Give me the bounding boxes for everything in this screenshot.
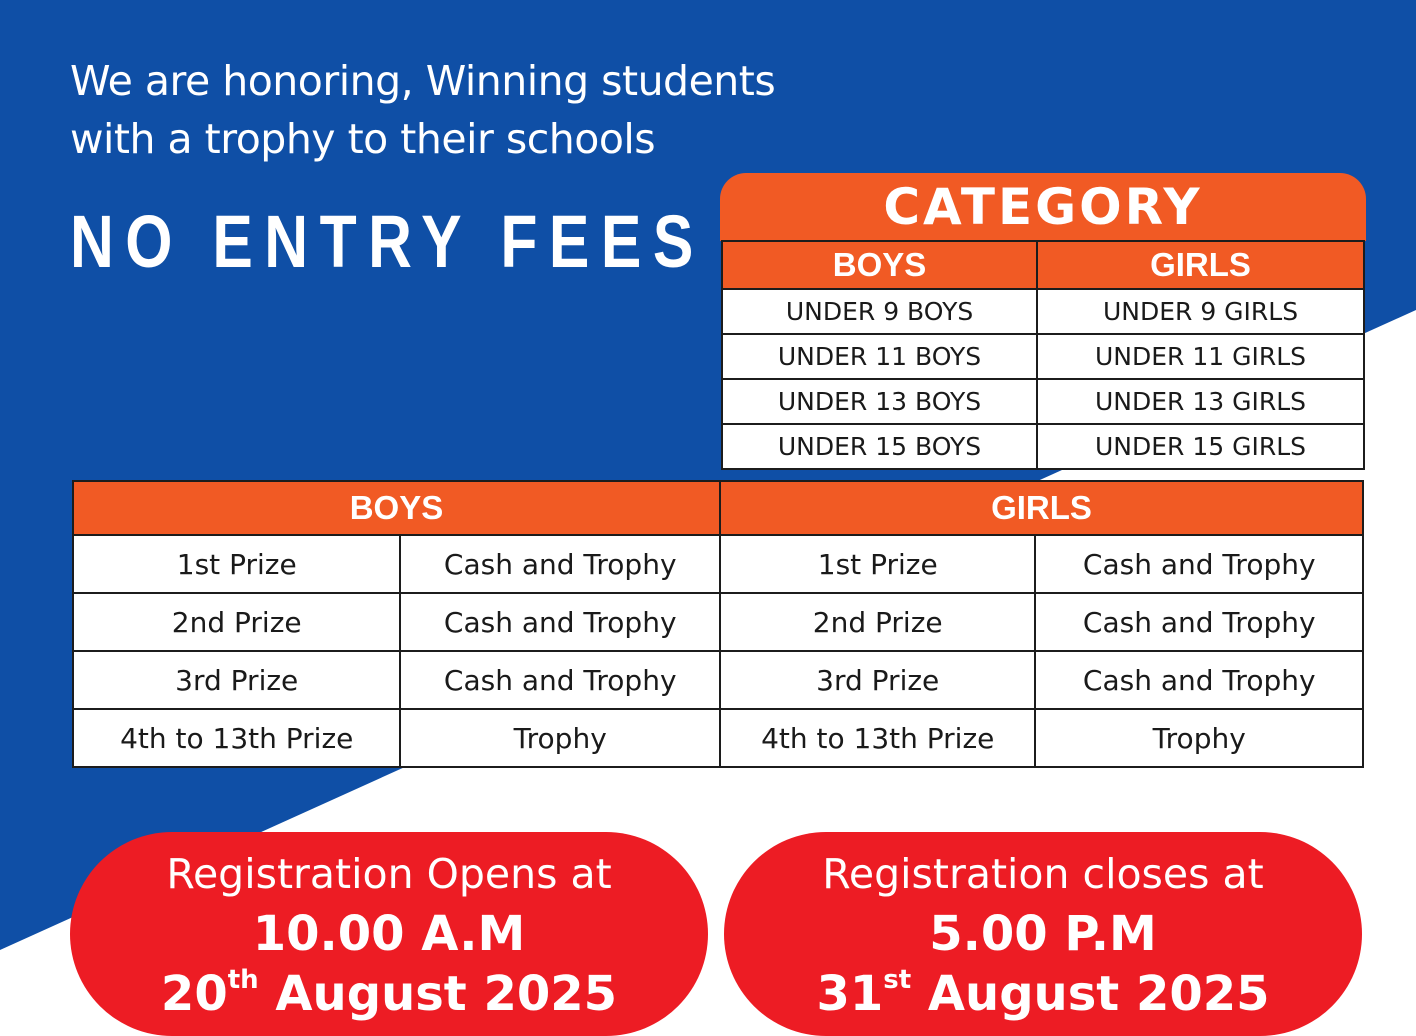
prize-reward: Cash and Trophy — [400, 535, 720, 593]
category-cell: UNDER 9 BOYS — [722, 289, 1037, 334]
category-title: CATEGORY — [720, 173, 1366, 241]
prize-reward: Trophy — [1035, 709, 1363, 767]
category-cell: UNDER 15 GIRLS — [1037, 424, 1364, 469]
table-row — [722, 334, 1364, 379]
prize-header-row — [73, 481, 1363, 535]
category-header-row — [722, 241, 1364, 289]
category-header-girls: GIRLS — [1037, 241, 1364, 289]
table-row — [73, 593, 1363, 651]
date-day: 20 — [160, 966, 228, 1022]
registration-opens-label: Registration Opens at — [166, 850, 612, 898]
date-suffix: th — [227, 965, 259, 995]
date-month-year: August 2025 — [258, 966, 618, 1022]
prize-rank: 3rd Prize — [720, 651, 1035, 709]
category-cell: UNDER 11 BOYS — [722, 334, 1037, 379]
headline — [70, 52, 830, 168]
registration-closes-badge — [724, 832, 1362, 1036]
headline-line-2: with a trophy to their schools — [70, 115, 656, 163]
category-cell: UNDER 9 GIRLS — [1037, 289, 1364, 334]
table-row — [722, 289, 1364, 334]
date-month-year: August 2025 — [911, 966, 1270, 1022]
category-header-boys: BOYS — [722, 241, 1037, 289]
prize-header-girls: GIRLS — [720, 481, 1363, 535]
table-row — [722, 379, 1364, 424]
table-row — [722, 424, 1364, 469]
prize-rank: 2nd Prize — [720, 593, 1035, 651]
prize-table — [72, 480, 1364, 768]
registration-closes-time: 5.00 P.M — [929, 906, 1157, 962]
prize-reward: Cash and Trophy — [400, 593, 720, 651]
prize-rank: 2nd Prize — [73, 593, 400, 651]
registration-closes-date — [724, 964, 1362, 1024]
no-entry-fees-heading: NO ENTRY FEES — [70, 200, 705, 283]
category-cell: UNDER 11 GIRLS — [1037, 334, 1364, 379]
category-cell: UNDER 13 GIRLS — [1037, 379, 1364, 424]
prize-rank: 4th to 13th Prize — [720, 709, 1035, 767]
category-table — [721, 240, 1365, 470]
prize-rank: 3rd Prize — [73, 651, 400, 709]
prize-header-boys: BOYS — [73, 481, 720, 535]
prize-reward: Trophy — [400, 709, 720, 767]
registration-opens-badge — [70, 832, 708, 1036]
table-row — [73, 651, 1363, 709]
headline-line-1: We are honoring, Winning students — [70, 57, 776, 105]
prize-rank: 1st Prize — [73, 535, 400, 593]
prize-reward: Cash and Trophy — [1035, 651, 1363, 709]
table-row — [73, 535, 1363, 593]
table-row — [73, 709, 1363, 767]
category-cell: UNDER 15 BOYS — [722, 424, 1037, 469]
registration-opens-date — [70, 964, 708, 1024]
prize-rank: 4th to 13th Prize — [73, 709, 400, 767]
prize-rank: 1st Prize — [720, 535, 1035, 593]
date-suffix: st — [883, 965, 912, 995]
registration-closes-label: Registration closes at — [822, 850, 1264, 898]
category-cell: UNDER 13 BOYS — [722, 379, 1037, 424]
registration-opens-time: 10.00 A.M — [252, 906, 526, 962]
prize-reward: Cash and Trophy — [1035, 593, 1363, 651]
date-day: 31 — [816, 966, 884, 1022]
prize-reward: Cash and Trophy — [1035, 535, 1363, 593]
prize-reward: Cash and Trophy — [400, 651, 720, 709]
